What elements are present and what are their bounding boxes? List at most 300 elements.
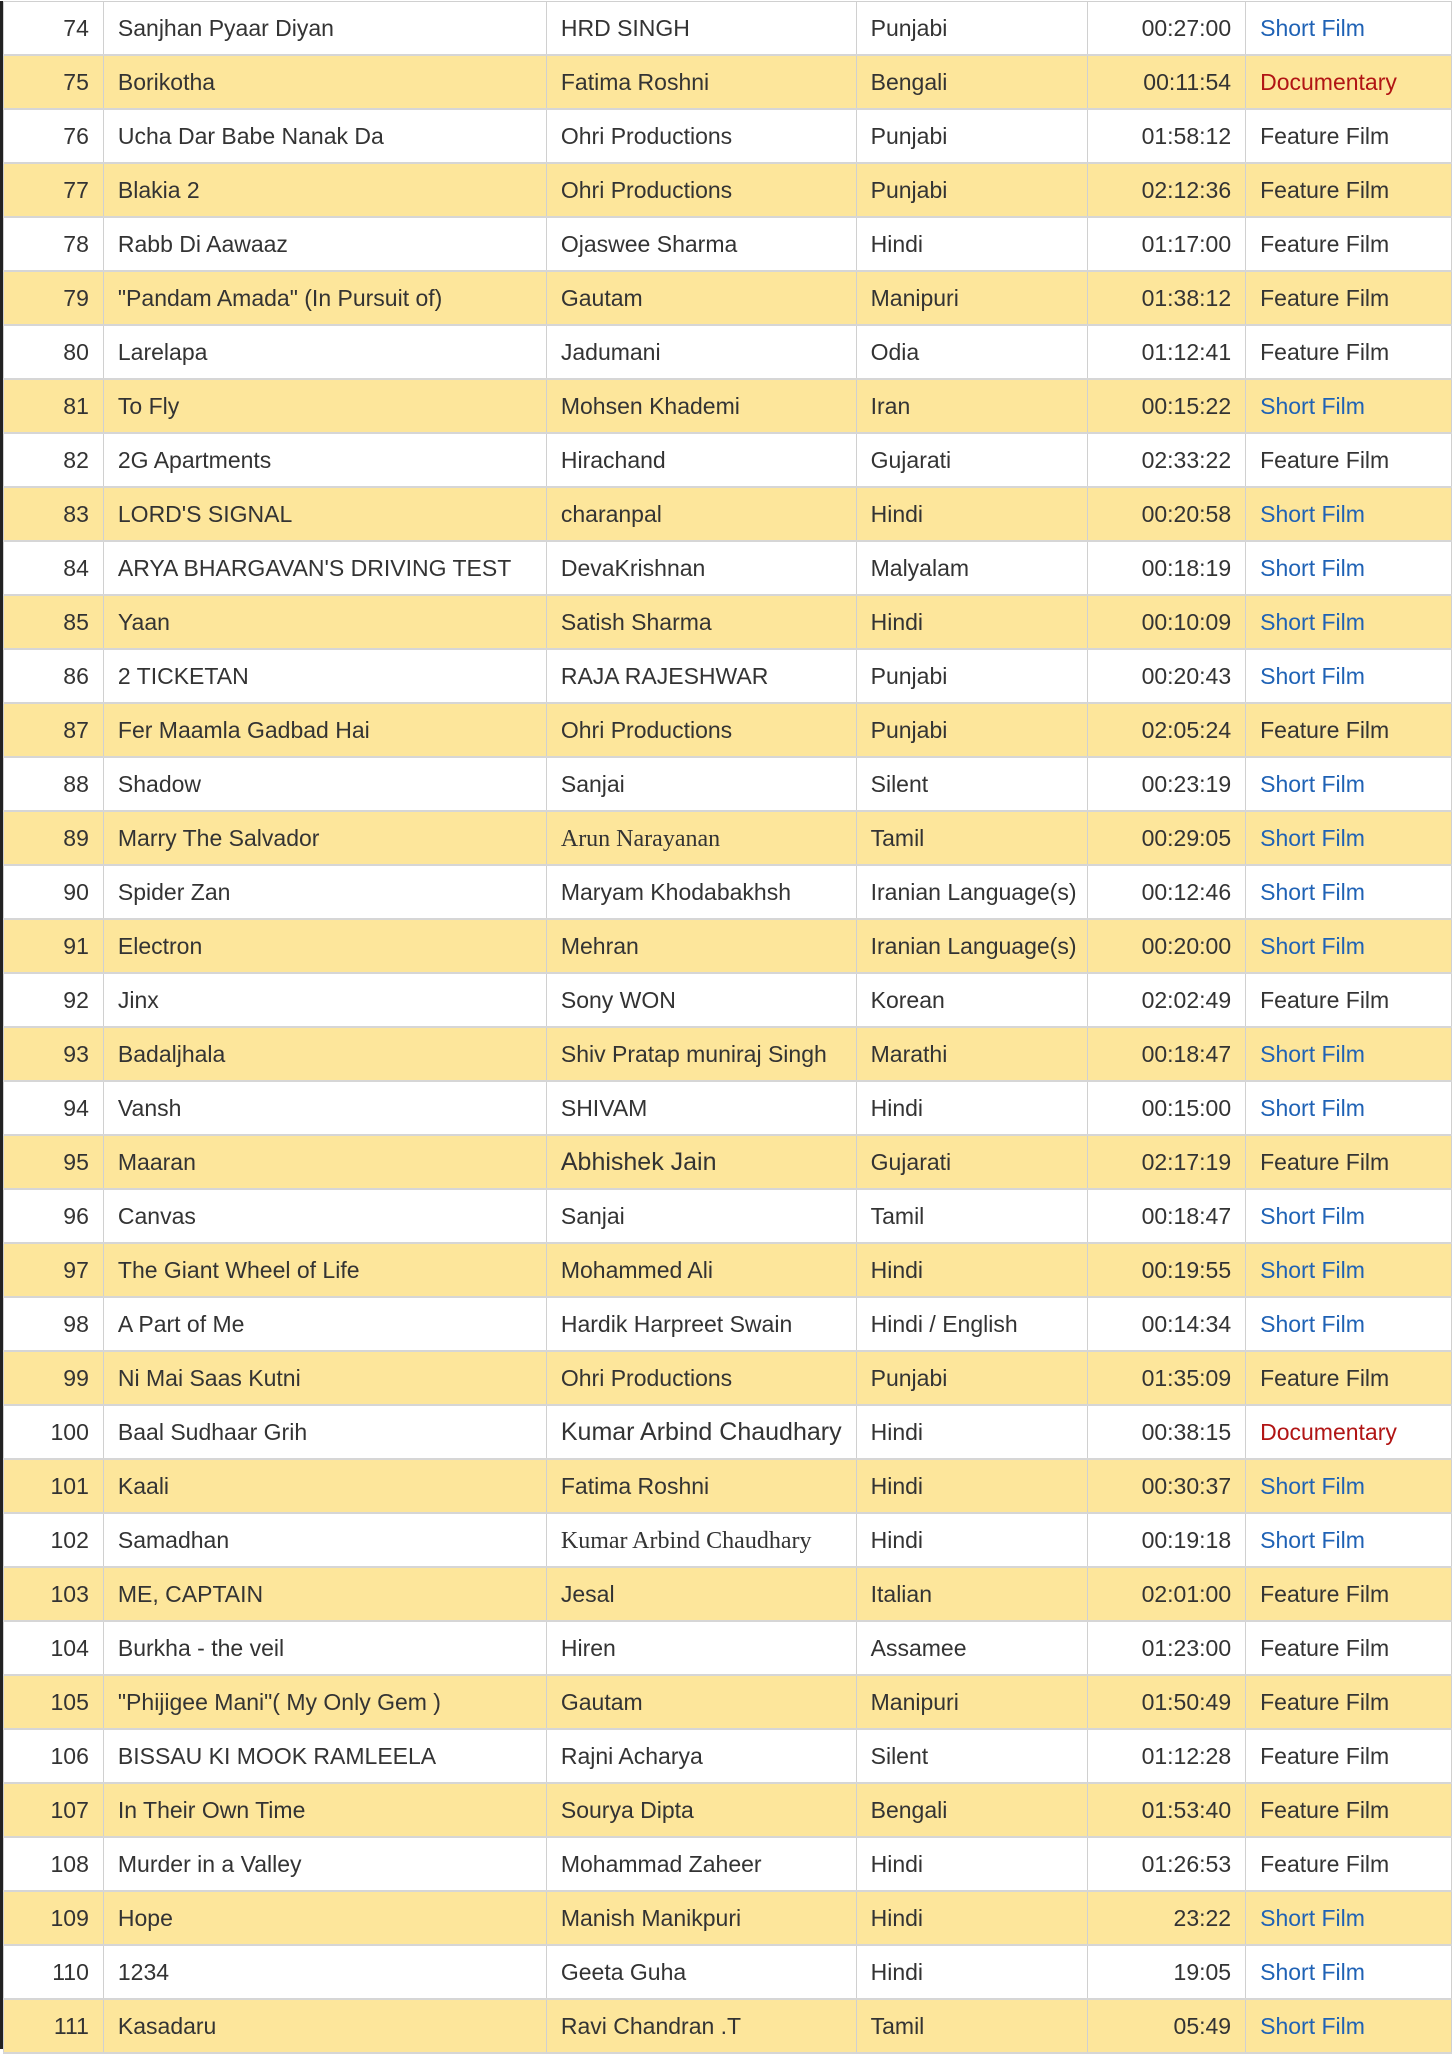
row-number-text: 92 — [63, 987, 89, 1013]
row-number-text: 76 — [63, 123, 89, 149]
director-cell — [546, 1675, 856, 1729]
director-cell — [546, 1405, 856, 1459]
category-cell — [1246, 1783, 1452, 1837]
category-cell — [1246, 487, 1452, 541]
category-text: Short Film — [1260, 1311, 1365, 1337]
director-cell — [546, 919, 856, 973]
film-title-cell — [103, 217, 546, 271]
language-cell — [856, 55, 1087, 109]
table-row — [4, 1675, 1452, 1729]
duration-cell — [1087, 271, 1245, 325]
film-table-body — [4, 2, 1452, 2054]
language-cell — [856, 595, 1087, 649]
table-row — [4, 325, 1452, 379]
category-text: Short Film — [1260, 1905, 1365, 1931]
category-cell — [1246, 1297, 1452, 1351]
duration-text: 01:38:12 — [1141, 285, 1232, 311]
film-title-text: Murder in a Valley — [117, 1851, 302, 1877]
row-number-text: 103 — [50, 1581, 89, 1607]
film-title-text: Shadow — [117, 771, 202, 797]
language-cell — [856, 1189, 1087, 1243]
duration-cell — [1087, 703, 1245, 757]
duration-cell — [1087, 541, 1245, 595]
row-number-cell — [4, 1081, 104, 1135]
row-number-cell — [4, 1459, 104, 1513]
language-text: Punjabi — [870, 177, 948, 203]
film-title-text: Samadhan — [117, 1527, 230, 1553]
table-row — [4, 757, 1452, 811]
film-title-cell — [103, 1567, 546, 1621]
row-number-text: 75 — [63, 69, 89, 95]
row-number-text: 81 — [63, 393, 89, 419]
language-text: Iranian Language(s) — [870, 879, 1077, 905]
language-text: Iranian Language(s) — [870, 933, 1077, 959]
table-row — [4, 379, 1452, 433]
row-number-cell — [4, 649, 104, 703]
duration-cell — [1087, 757, 1245, 811]
language-cell — [856, 757, 1087, 811]
director-cell — [546, 1459, 856, 1513]
language-text: Hindi — [870, 1959, 924, 1985]
language-text: Manipuri — [870, 285, 959, 311]
category-cell — [1246, 271, 1452, 325]
category-text: Feature Film — [1260, 1581, 1390, 1607]
duration-cell — [1087, 811, 1245, 865]
film-title-text: To Fly — [117, 393, 180, 419]
row-number-cell — [4, 1297, 104, 1351]
film-title-cell — [103, 1783, 546, 1837]
duration-text: 00:10:09 — [1141, 609, 1232, 635]
film-title-text: The Giant Wheel of Life — [117, 1257, 360, 1283]
language-text: Hindi — [870, 1527, 924, 1553]
language-cell — [856, 163, 1087, 217]
duration-cell — [1087, 163, 1245, 217]
row-number-text: 91 — [63, 933, 89, 959]
category-cell — [1246, 379, 1452, 433]
director-cell — [546, 217, 856, 271]
duration-cell — [1087, 1405, 1245, 1459]
film-title-text: Larelapa — [117, 339, 208, 365]
language-cell — [856, 1243, 1087, 1297]
category-text: Feature Film — [1260, 339, 1390, 365]
row-number-text: 89 — [63, 825, 89, 851]
director-text: Manish Manikpuri — [560, 1905, 742, 1931]
duration-text: 00:18:47 — [1141, 1041, 1232, 1067]
film-title-text: 1234 — [117, 1959, 170, 1985]
row-number-text: 90 — [63, 879, 89, 905]
row-number-text: 78 — [63, 231, 89, 257]
language-text: Hindi — [870, 1257, 924, 1283]
director-text: Kumar Arbind Chaudhary — [560, 1527, 812, 1554]
table-row — [4, 109, 1452, 163]
category-text: Short Film — [1260, 555, 1365, 581]
duration-cell — [1087, 217, 1245, 271]
category-text: Short Film — [1260, 663, 1365, 689]
language-cell — [856, 919, 1087, 973]
film-title-text: "Pandam Amada" (In Pursuit of) — [117, 285, 443, 311]
director-text: Ohri Productions — [560, 177, 733, 203]
language-cell — [856, 1297, 1087, 1351]
table-row — [4, 55, 1452, 109]
duration-cell — [1087, 1297, 1245, 1351]
film-title-cell — [103, 163, 546, 217]
category-text: Short Film — [1260, 609, 1365, 635]
language-text: Silent — [870, 771, 929, 797]
film-title-cell — [103, 1135, 546, 1189]
language-cell — [856, 1837, 1087, 1891]
category-text: Short Film — [1260, 1095, 1365, 1121]
director-text: Fatima Roshni — [560, 1473, 710, 1499]
director-text: Hardik Harpreet Swain — [560, 1311, 793, 1337]
director-text: charanpal — [560, 501, 662, 527]
duration-text: 01:26:53 — [1141, 1851, 1232, 1877]
language-cell — [856, 2, 1087, 56]
director-text: SHIVAM — [560, 1095, 648, 1121]
director-text: Fatima Roshni — [560, 69, 710, 95]
film-title-cell — [103, 271, 546, 325]
director-cell — [546, 2, 856, 56]
language-cell — [856, 433, 1087, 487]
language-text: Hindi — [870, 1905, 924, 1931]
duration-cell — [1087, 649, 1245, 703]
table-row — [4, 1081, 1452, 1135]
language-cell — [856, 217, 1087, 271]
category-cell — [1246, 1189, 1452, 1243]
director-text: Sony WON — [560, 987, 676, 1013]
director-cell — [546, 109, 856, 163]
duration-text: 01:53:40 — [1141, 1797, 1232, 1823]
duration-text: 02:17:19 — [1141, 1149, 1232, 1175]
film-title-cell — [103, 757, 546, 811]
duration-text: 02:05:24 — [1141, 717, 1232, 743]
film-title-text: LORD'S SIGNAL — [117, 501, 293, 527]
category-cell — [1246, 433, 1452, 487]
category-text: Feature Film — [1260, 717, 1390, 743]
row-number-text: 87 — [63, 717, 89, 743]
row-number-cell — [4, 1243, 104, 1297]
duration-cell — [1087, 1135, 1245, 1189]
language-text: Korean — [870, 987, 945, 1013]
row-number-cell — [4, 703, 104, 757]
director-text: Abhishek Jain — [560, 1148, 717, 1176]
film-title-cell — [103, 1837, 546, 1891]
category-text: Feature Film — [1260, 285, 1390, 311]
row-number-text: 79 — [63, 285, 89, 311]
category-cell — [1246, 1459, 1452, 1513]
director-text: Geeta Guha — [560, 1959, 687, 1985]
director-text: Ohri Productions — [560, 717, 733, 743]
duration-text: 01:17:00 — [1141, 231, 1232, 257]
row-number-text: 94 — [63, 1095, 89, 1121]
language-cell — [856, 811, 1087, 865]
duration-cell — [1087, 1243, 1245, 1297]
category-cell — [1246, 1513, 1452, 1567]
film-list-sheet — [0, 1, 1452, 2049]
row-number-cell — [4, 811, 104, 865]
duration-cell — [1087, 433, 1245, 487]
row-number-text: 84 — [63, 555, 89, 581]
director-cell — [546, 541, 856, 595]
language-text: Tamil — [870, 2013, 925, 2039]
row-number-text: 97 — [63, 1257, 89, 1283]
row-number-text: 83 — [63, 501, 89, 527]
language-cell — [856, 973, 1087, 1027]
director-cell — [546, 973, 856, 1027]
film-title-cell — [103, 379, 546, 433]
director-cell — [546, 55, 856, 109]
language-cell — [856, 271, 1087, 325]
language-text: Malyalam — [870, 555, 970, 581]
film-title-cell — [103, 649, 546, 703]
film-title-text: Kasadaru — [117, 2013, 217, 2039]
table-row — [4, 1729, 1452, 1783]
duration-cell — [1087, 1351, 1245, 1405]
film-title-cell — [103, 919, 546, 973]
category-text: Feature Film — [1260, 1743, 1390, 1769]
director-text: Mohammad Zaheer — [560, 1851, 762, 1877]
table-row — [4, 865, 1452, 919]
director-text: Kumar Arbind Chaudhary — [560, 1418, 842, 1446]
film-title-text: Kaali — [117, 1473, 170, 1499]
duration-cell — [1087, 325, 1245, 379]
director-text: Jadumani — [560, 339, 661, 365]
language-cell — [856, 1567, 1087, 1621]
language-text: Punjabi — [870, 123, 948, 149]
row-number-cell — [4, 973, 104, 1027]
row-number-text: 110 — [52, 1959, 89, 1985]
row-number-cell — [4, 433, 104, 487]
row-number-text: 86 — [63, 663, 89, 689]
duration-text: 01:58:12 — [1141, 123, 1232, 149]
duration-cell — [1087, 487, 1245, 541]
row-number-text: 102 — [50, 1527, 89, 1553]
film-title-text: Rabb Di Aawaaz — [117, 231, 288, 257]
director-text: DevaKrishnan — [560, 555, 706, 581]
row-number-cell — [4, 163, 104, 217]
duration-cell — [1087, 1675, 1245, 1729]
film-title-cell — [103, 595, 546, 649]
table-row — [4, 1405, 1452, 1459]
category-text: Feature Film — [1260, 1851, 1390, 1877]
duration-text: 01:23:00 — [1141, 1635, 1232, 1661]
row-number-cell — [4, 1189, 104, 1243]
row-number-text: 77 — [63, 177, 89, 203]
duration-cell — [1087, 1945, 1245, 1999]
duration-text: 00:20:58 — [1141, 501, 1232, 527]
category-text: Short Film — [1260, 1473, 1365, 1499]
duration-text: 00:12:46 — [1141, 879, 1232, 905]
language-text: Manipuri — [870, 1689, 959, 1715]
language-text: Italian — [870, 1581, 932, 1607]
film-title-cell — [103, 1459, 546, 1513]
language-text: Marathi — [870, 1041, 948, 1067]
film-title-cell — [103, 1999, 546, 2053]
category-text: Short Film — [1260, 501, 1365, 527]
table-row — [4, 433, 1452, 487]
row-number-cell — [4, 865, 104, 919]
category-text: Feature Film — [1260, 123, 1390, 149]
director-cell — [546, 271, 856, 325]
row-number-cell — [4, 1567, 104, 1621]
row-number-cell — [4, 1837, 104, 1891]
row-number-text: 88 — [63, 771, 89, 797]
table-row — [4, 1351, 1452, 1405]
row-number-cell — [4, 757, 104, 811]
director-cell — [546, 865, 856, 919]
category-text: Short Film — [1260, 15, 1365, 41]
language-cell — [856, 1135, 1087, 1189]
language-text: Odia — [870, 339, 920, 365]
director-cell — [546, 703, 856, 757]
duration-cell — [1087, 1783, 1245, 1837]
language-text: Hindi — [870, 231, 924, 257]
language-cell — [856, 1891, 1087, 1945]
film-title-cell — [103, 2, 546, 56]
duration-text: 00:27:00 — [1141, 15, 1232, 41]
category-text: Short Film — [1260, 1257, 1365, 1283]
row-number-text: 85 — [63, 609, 89, 635]
category-text: Short Film — [1260, 933, 1365, 959]
table-row — [4, 163, 1452, 217]
row-number-text: 104 — [50, 1635, 89, 1661]
language-text: Bengali — [870, 1797, 948, 1823]
director-text: Mohammed Ali — [560, 1257, 713, 1283]
table-row — [4, 217, 1452, 271]
row-number-text: 99 — [63, 1365, 89, 1391]
table-row — [4, 1513, 1452, 1567]
row-number-cell — [4, 1027, 104, 1081]
director-cell — [546, 379, 856, 433]
category-cell — [1246, 1999, 1452, 2053]
language-text: Iran — [870, 393, 911, 419]
category-cell — [1246, 919, 1452, 973]
duration-text: 00:14:34 — [1141, 1311, 1232, 1337]
duration-text: 02:12:36 — [1141, 177, 1232, 203]
table-row — [4, 271, 1452, 325]
film-title-cell — [103, 811, 546, 865]
category-cell — [1246, 595, 1452, 649]
row-number-cell — [4, 109, 104, 163]
category-cell — [1246, 1081, 1452, 1135]
duration-text: 00:29:05 — [1141, 825, 1232, 851]
language-cell — [856, 1999, 1087, 2053]
duration-cell — [1087, 1027, 1245, 1081]
language-cell — [856, 1081, 1087, 1135]
category-cell — [1246, 1837, 1452, 1891]
director-text: Jesal — [560, 1581, 615, 1607]
row-number-text: 95 — [63, 1149, 89, 1175]
film-title-cell — [103, 1081, 546, 1135]
language-text: Punjabi — [870, 663, 948, 689]
film-title-text: 2 TICKETAN — [117, 663, 249, 689]
language-cell — [856, 1405, 1087, 1459]
director-cell — [546, 757, 856, 811]
language-cell — [856, 379, 1087, 433]
director-cell — [546, 811, 856, 865]
director-cell — [546, 1351, 856, 1405]
film-title-text: Maaran — [117, 1149, 196, 1175]
director-text: Sanjai — [560, 1203, 625, 1229]
film-title-text: Ucha Dar Babe Nanak Da — [117, 123, 384, 149]
row-number-cell — [4, 1891, 104, 1945]
row-number-text: 108 — [50, 1851, 89, 1877]
film-title-cell — [103, 487, 546, 541]
language-cell — [856, 109, 1087, 163]
duration-cell — [1087, 1729, 1245, 1783]
language-text: Hindi — [870, 501, 924, 527]
director-cell — [546, 1621, 856, 1675]
film-title-text: Hope — [117, 1905, 173, 1931]
language-text: Punjabi — [870, 15, 948, 41]
film-title-text: Sanjhan Pyaar Diyan — [117, 15, 334, 41]
director-cell — [546, 1189, 856, 1243]
duration-text: 00:15:00 — [1141, 1095, 1232, 1121]
row-number-cell — [4, 55, 104, 109]
film-title-cell — [103, 1027, 546, 1081]
duration-cell — [1087, 1621, 1245, 1675]
director-text: Sanjai — [560, 771, 625, 797]
category-text: Feature Film — [1260, 1797, 1390, 1823]
language-text: Hindi — [870, 1851, 924, 1877]
film-title-cell — [103, 1297, 546, 1351]
category-cell — [1246, 1675, 1452, 1729]
film-title-cell — [103, 865, 546, 919]
director-text: RAJA RAJESHWAR — [560, 663, 769, 689]
category-text: Short Film — [1260, 771, 1365, 797]
language-cell — [856, 1621, 1087, 1675]
director-text: Arun Narayanan — [560, 825, 721, 852]
duration-cell — [1087, 1081, 1245, 1135]
row-number-cell — [4, 1621, 104, 1675]
language-text: Gujarati — [870, 447, 952, 473]
language-cell — [856, 1459, 1087, 1513]
language-text: Assamee — [870, 1635, 967, 1661]
language-cell — [856, 1027, 1087, 1081]
row-number-cell — [4, 1135, 104, 1189]
director-cell — [546, 163, 856, 217]
row-number-cell — [4, 1405, 104, 1459]
table-row — [4, 1459, 1452, 1513]
table-row — [4, 649, 1452, 703]
director-text: Shiv Pratap muniraj Singh — [560, 1041, 827, 1067]
row-number-text: 82 — [63, 447, 89, 473]
film-title-text: 2G Apartments — [117, 447, 272, 473]
director-cell — [546, 1729, 856, 1783]
category-text: Short Film — [1260, 2013, 1365, 2039]
category-text: Short Film — [1260, 1041, 1365, 1067]
duration-text: 00:11:54 — [1143, 69, 1232, 95]
language-text: Punjabi — [870, 717, 948, 743]
film-title-cell — [103, 703, 546, 757]
row-number-cell — [4, 325, 104, 379]
language-text: Tamil — [870, 1203, 925, 1229]
duration-text: 01:50:49 — [1141, 1689, 1232, 1715]
director-cell — [546, 1999, 856, 2053]
director-text: Mehran — [560, 933, 639, 959]
category-text: Feature Film — [1260, 231, 1390, 257]
table-row — [4, 1945, 1452, 1999]
table-row — [4, 1135, 1452, 1189]
duration-cell — [1087, 1567, 1245, 1621]
category-cell — [1246, 1243, 1452, 1297]
row-number-cell — [4, 379, 104, 433]
language-text: Hindi — [870, 1473, 924, 1499]
category-text: Short Film — [1260, 1527, 1365, 1553]
category-text: Feature Film — [1260, 987, 1390, 1013]
language-text: Hindi — [870, 1095, 924, 1121]
table-row — [4, 1891, 1452, 1945]
row-number-cell — [4, 1999, 104, 2053]
